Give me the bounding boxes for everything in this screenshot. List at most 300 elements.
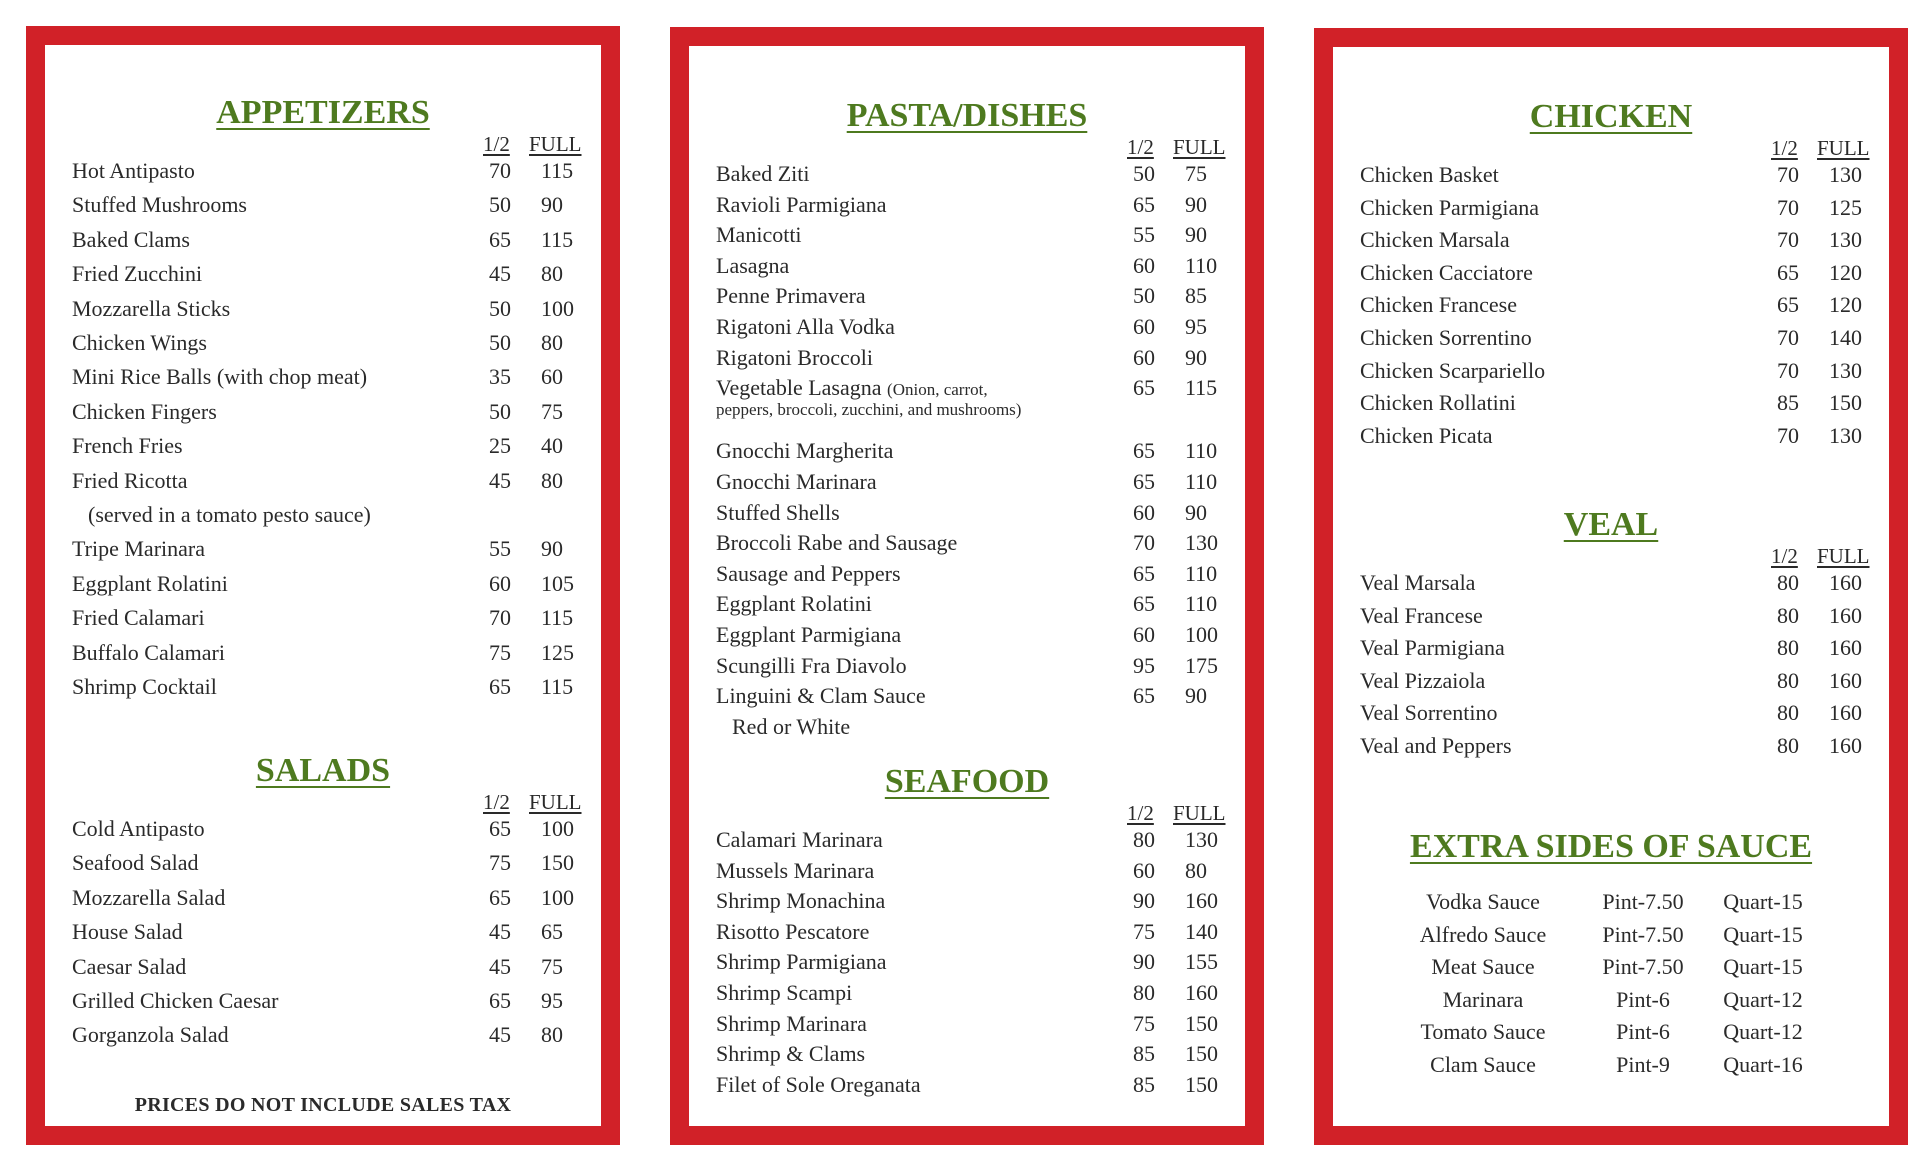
half-price: 65 xyxy=(1133,375,1155,401)
item-name xyxy=(1360,292,1517,318)
full-header: FULL xyxy=(1817,544,1870,568)
full-price: 65 xyxy=(541,919,563,945)
pint-price: Pint-6 xyxy=(1616,986,1670,1012)
menu-item-row xyxy=(689,222,1245,253)
full-price: 150 xyxy=(1185,1041,1218,1067)
menu-item-row xyxy=(689,1011,1245,1042)
item-name xyxy=(72,433,183,459)
veal-list xyxy=(1333,570,1889,766)
menu-item-row xyxy=(689,919,1245,950)
half-price: 65 xyxy=(1133,438,1155,464)
sauce-row xyxy=(1333,987,1889,1017)
sauce-row xyxy=(1333,1019,1889,1049)
menu-item-row xyxy=(689,561,1245,592)
half-price: 90 xyxy=(1133,888,1155,914)
item-name xyxy=(716,622,901,648)
half-price: 55 xyxy=(1133,222,1155,248)
quart-price: Quart-12 xyxy=(1723,986,1803,1012)
half-price: 70 xyxy=(1777,422,1799,448)
menu-item-row xyxy=(45,640,601,674)
menu-item-row xyxy=(1333,700,1889,733)
item-name-text: Veal Sorrentino xyxy=(1360,700,1498,726)
item-name xyxy=(716,591,872,617)
item-name xyxy=(72,850,198,876)
item-name xyxy=(716,283,866,309)
sauce-row xyxy=(1333,922,1889,952)
item-name xyxy=(1360,603,1483,629)
full-price: 160 xyxy=(1829,602,1862,628)
item-name-text: Calamari Marinara xyxy=(716,827,883,852)
full-price: 105 xyxy=(541,570,574,596)
column-headers xyxy=(1333,137,1889,159)
item-name-text: Cold Antipasto xyxy=(72,816,205,841)
menu-item-row xyxy=(45,433,601,467)
half-price: 25 xyxy=(489,433,511,459)
item-name xyxy=(716,858,874,884)
full-price: 100 xyxy=(541,884,574,910)
menu-item-row xyxy=(689,1072,1245,1103)
half-price: 65 xyxy=(489,674,511,699)
half-price: 75 xyxy=(489,850,511,876)
item-name-text: Tripe Marinara xyxy=(72,536,205,562)
menu-item-row xyxy=(689,980,1245,1011)
item-name xyxy=(72,261,202,287)
half-price: 70 xyxy=(1777,162,1799,187)
item-name-text: Mussels Marinara xyxy=(716,857,875,883)
full-price: 160 xyxy=(1829,570,1862,595)
full-price: 90 xyxy=(541,536,563,562)
section-title: VEAL xyxy=(1563,506,1659,543)
chicken-section xyxy=(1333,97,1889,455)
item-name-text: Gnocchi Margherita xyxy=(716,438,894,464)
full-price: 110 xyxy=(1185,252,1218,278)
full-price: 95 xyxy=(1185,314,1207,339)
quart-price: Quart-15 xyxy=(1723,921,1803,947)
half-price: 50 xyxy=(489,398,511,424)
full-price: 160 xyxy=(1829,667,1862,693)
full-price: 90 xyxy=(1185,683,1207,709)
item-name xyxy=(716,1011,867,1037)
half-price: 80 xyxy=(1777,635,1799,661)
item-name-text: Veal Marsala xyxy=(1360,570,1476,595)
item-name-text: Baked Ziti xyxy=(716,161,810,186)
item-name-text: Chicken Francese xyxy=(1360,292,1517,318)
item-name xyxy=(72,640,225,666)
item-name-text: Eggplant Rolatini xyxy=(72,570,228,596)
full-price: 115 xyxy=(541,605,574,631)
half-price: 45 xyxy=(489,1022,511,1048)
half-price: 80 xyxy=(1133,827,1155,852)
half-price: 65 xyxy=(1133,469,1155,494)
item-name-text: Buffalo Calamari xyxy=(72,639,225,665)
item-note-row xyxy=(45,502,601,536)
section-title: SEAFOOD xyxy=(884,763,1050,800)
menu-item-row xyxy=(45,571,601,605)
item-name xyxy=(1360,227,1510,253)
item-name-text: Sausage and Peppers xyxy=(716,560,901,586)
sauce-name: Tomato Sauce xyxy=(1420,1019,1546,1045)
item-name-text: Chicken Picata xyxy=(1360,422,1493,448)
menu-item-row xyxy=(689,949,1245,980)
full-price: 160 xyxy=(1185,888,1218,914)
section-title: APPETIZERS xyxy=(216,94,430,131)
full-price: 90 xyxy=(1185,344,1207,370)
quart-price: Quart-15 xyxy=(1723,889,1803,914)
menu-item-row xyxy=(1333,227,1889,260)
full-price: 80 xyxy=(541,1022,563,1048)
menu-item-row xyxy=(689,253,1245,284)
item-name xyxy=(1360,423,1493,449)
item-name xyxy=(1360,260,1533,286)
salads-list xyxy=(45,816,601,1057)
half-price: 45 xyxy=(489,953,511,979)
salads-section xyxy=(45,751,601,1057)
menu-item-row xyxy=(1333,358,1889,391)
item-name-text: Scungilli Fra Diavolo xyxy=(716,652,907,678)
full-price: 175 xyxy=(1185,652,1218,678)
full-price: 150 xyxy=(541,850,574,876)
item-name-text: Mozzarella Sticks xyxy=(72,295,231,321)
item-name-text: Rigatoni Broccoli xyxy=(716,344,874,370)
sauce-row xyxy=(1333,954,1889,984)
menu-item-row xyxy=(689,530,1245,561)
full-price: 110 xyxy=(1185,591,1218,617)
full-price: 75 xyxy=(541,398,563,424)
half-price: 60 xyxy=(1133,344,1155,370)
full-price: 80 xyxy=(541,467,563,493)
item-name xyxy=(716,949,886,975)
item-description-row xyxy=(689,400,1245,431)
full-price: 130 xyxy=(1185,530,1218,556)
full-price: 110 xyxy=(1185,469,1218,494)
item-name xyxy=(72,885,225,911)
menu-item-row xyxy=(689,653,1245,684)
column-headers xyxy=(45,791,601,813)
item-name-text: Filet of Sole Oreganata xyxy=(716,1071,921,1097)
menu-item-row xyxy=(45,158,601,192)
item-name xyxy=(716,192,886,218)
half-price: 70 xyxy=(1777,357,1799,383)
half-header: 1/2 xyxy=(1127,135,1154,159)
menu-item-row xyxy=(689,283,1245,314)
item-name xyxy=(1360,635,1505,661)
item-name-text: Gorganzola Salad xyxy=(72,1022,229,1048)
item-name xyxy=(716,1041,865,1067)
item-name xyxy=(716,530,957,556)
half-price: 65 xyxy=(489,816,511,841)
section-title: CHICKEN xyxy=(1529,98,1693,135)
menu-item-row xyxy=(45,261,601,295)
menu-item-row xyxy=(689,622,1245,653)
item-name-text: Shrimp Monachina xyxy=(716,888,886,914)
item-name-text: Linguini & Clam Sauce xyxy=(716,683,926,709)
item-name xyxy=(72,605,205,631)
half-price: 45 xyxy=(489,919,511,945)
appetizers-section xyxy=(45,93,601,708)
full-price: 130 xyxy=(1829,357,1862,383)
item-name xyxy=(72,227,190,253)
half-price: 80 xyxy=(1133,980,1155,1005)
item-name xyxy=(716,438,893,464)
item-name xyxy=(716,375,988,401)
menu-item-row xyxy=(45,330,601,364)
item-name xyxy=(1360,358,1545,384)
quart-price: Quart-16 xyxy=(1723,1052,1803,1077)
half-price: 50 xyxy=(1133,283,1155,309)
item-name xyxy=(1360,570,1475,596)
item-name-text: Seafood Salad xyxy=(72,850,199,876)
full-price: 150 xyxy=(1829,390,1862,416)
sauces-list xyxy=(1333,889,1889,1085)
full-price: 140 xyxy=(1185,918,1218,944)
item-note: (served in a tomato pesto sauce) xyxy=(88,502,371,527)
half-price: 75 xyxy=(489,639,511,665)
pint-price: Pint-9 xyxy=(1616,1052,1670,1077)
menu-item-row xyxy=(45,919,601,953)
item-name-text: Fried Calamari xyxy=(72,605,205,631)
item-name xyxy=(72,988,279,1014)
item-name-text: Mozzarella Salad xyxy=(72,884,226,910)
item-name-text: Stuffed Shells xyxy=(716,499,840,525)
full-price: 85 xyxy=(1185,283,1207,309)
quart-price: Quart-15 xyxy=(1723,954,1803,980)
menu-panel-right xyxy=(1314,28,1908,1145)
full-price: 80 xyxy=(1185,857,1207,883)
item-name-text: Chicken Rollatini xyxy=(1360,390,1516,416)
menu-item-row xyxy=(45,850,601,884)
half-price: 70 xyxy=(1777,325,1799,350)
menu-item-row xyxy=(689,438,1245,469)
menu-item-row xyxy=(1333,668,1889,701)
half-price: 65 xyxy=(1777,292,1799,318)
menu-item-row xyxy=(689,858,1245,889)
full-price: 130 xyxy=(1829,227,1862,253)
menu-item-row xyxy=(689,591,1245,622)
menu-item-row xyxy=(1333,325,1889,358)
item-name xyxy=(72,919,183,945)
half-price: 75 xyxy=(1133,918,1155,944)
section-title: SALADS xyxy=(255,752,391,789)
seafood-list xyxy=(689,827,1245,1102)
item-name xyxy=(716,314,895,340)
item-name xyxy=(1360,325,1532,351)
half-price: 70 xyxy=(489,605,511,631)
item-name xyxy=(716,469,877,495)
half-price: 45 xyxy=(489,467,511,493)
item-name-text: House Salad xyxy=(72,919,183,945)
full-price: 160 xyxy=(1829,635,1862,661)
item-name xyxy=(716,980,852,1006)
item-name xyxy=(716,222,802,248)
full-price: 130 xyxy=(1829,422,1862,448)
full-price: 100 xyxy=(1185,622,1218,647)
half-price: 70 xyxy=(489,158,511,183)
full-price: 100 xyxy=(541,816,574,841)
item-name xyxy=(72,399,217,425)
item-name-text: Shrimp Parmigiana xyxy=(716,949,887,975)
half-price: 50 xyxy=(1133,161,1155,186)
full-price: 95 xyxy=(541,988,563,1013)
item-name-text: Fried Ricotta xyxy=(72,467,188,493)
tax-note: PRICES DO NOT INCLUDE SALES TAX xyxy=(134,1094,512,1116)
menu-item-row xyxy=(45,364,601,398)
menu-item-row xyxy=(45,468,601,502)
menu-item-row xyxy=(689,888,1245,919)
item-name xyxy=(716,345,873,371)
item-name-text: Manicotti xyxy=(716,222,802,248)
item-name-text: Shrimp Scampi xyxy=(716,980,853,1005)
pasta-list xyxy=(689,161,1245,744)
item-name-text: Stuffed Mushrooms xyxy=(72,192,247,218)
half-price: 85 xyxy=(1133,1041,1155,1067)
half-price: 65 xyxy=(489,988,511,1013)
pint-price: Pint-7.50 xyxy=(1602,954,1684,980)
item-name-text: Chicken Basket xyxy=(1360,162,1499,187)
full-price: 150 xyxy=(1185,1010,1218,1036)
section-title: EXTRA SIDES OF SAUCE xyxy=(1409,828,1813,865)
full-price: 120 xyxy=(1829,292,1862,318)
pasta-section xyxy=(689,96,1245,744)
item-name-text: Veal and Peppers xyxy=(1360,733,1512,758)
item-name xyxy=(72,954,186,980)
full-price: 115 xyxy=(541,674,574,699)
menu-item-row xyxy=(689,500,1245,531)
half-price: 50 xyxy=(489,192,511,218)
full-price: 160 xyxy=(1185,980,1218,1005)
full-header: FULL xyxy=(529,790,582,814)
full-header: FULL xyxy=(1817,136,1870,160)
menu-item-row xyxy=(45,674,601,708)
item-name-text: Chicken Sorrentino xyxy=(1360,325,1532,350)
item-name xyxy=(1360,195,1539,221)
item-name-text: Eggplant Rolatini xyxy=(716,591,872,617)
half-price: 60 xyxy=(489,570,511,596)
sauce-name: Vodka Sauce xyxy=(1426,889,1540,914)
full-price: 60 xyxy=(541,364,563,390)
full-price: 160 xyxy=(1829,733,1862,758)
item-name xyxy=(716,683,926,709)
full-price: 80 xyxy=(541,261,563,287)
item-name-text: Chicken Fingers xyxy=(72,398,217,424)
item-name xyxy=(1360,700,1497,726)
menu-item-row xyxy=(689,1041,1245,1072)
full-price: 115 xyxy=(1185,375,1218,401)
half-price: 50 xyxy=(489,330,511,355)
item-name-text: Gnocchi Marinara xyxy=(716,469,877,494)
menu-item-row xyxy=(689,314,1245,345)
menu-item-row xyxy=(45,536,601,570)
item-note: Red or White xyxy=(732,713,851,739)
menu-item-row xyxy=(45,1022,601,1056)
item-name-text: Baked Clams xyxy=(72,226,190,252)
item-name xyxy=(72,296,230,322)
item-name xyxy=(716,888,885,914)
half-price: 80 xyxy=(1777,700,1799,726)
half-price: 85 xyxy=(1777,390,1799,416)
item-name xyxy=(716,1072,921,1098)
item-name-text: Ravioli Parmigiana xyxy=(716,191,887,217)
item-name-text: Grilled Chicken Caesar xyxy=(72,988,279,1013)
half-price: 60 xyxy=(1133,314,1155,339)
item-description: (Onion, carrot, xyxy=(887,380,988,400)
full-price: 110 xyxy=(1185,560,1218,586)
column-headers xyxy=(1333,545,1889,567)
column-headers xyxy=(689,136,1245,158)
item-name xyxy=(72,364,367,390)
full-price: 140 xyxy=(1829,325,1862,350)
item-name xyxy=(1360,733,1512,759)
sauce-row xyxy=(1333,1052,1889,1082)
full-price: 120 xyxy=(1829,259,1862,285)
item-name-text: Penne Primavera xyxy=(716,283,866,309)
item-name-text: Shrimp & Clams xyxy=(716,1041,866,1067)
item-name xyxy=(72,468,187,494)
half-price: 60 xyxy=(1133,252,1155,278)
sauce-name: Alfredo Sauce xyxy=(1419,921,1547,947)
item-name-text: Chicken Scarpariello xyxy=(1360,357,1546,383)
half-price: 60 xyxy=(1133,499,1155,525)
item-name xyxy=(72,571,228,597)
menu-item-row xyxy=(689,161,1245,192)
half-price: 65 xyxy=(1133,560,1155,586)
sauce-name: Clam Sauce xyxy=(1430,1052,1536,1077)
column-headers xyxy=(689,802,1245,824)
menu-item-row xyxy=(1333,390,1889,423)
sauces-section xyxy=(1333,827,1889,1085)
item-name-text: Mini Rice Balls (with chop meat) xyxy=(72,364,368,390)
sauce-row xyxy=(1333,889,1889,919)
menu-item-row xyxy=(1333,195,1889,228)
half-price: 85 xyxy=(1133,1071,1155,1097)
menu-item-row xyxy=(45,954,601,988)
half-header: 1/2 xyxy=(483,790,510,814)
half-price: 75 xyxy=(1133,1010,1155,1036)
item-name xyxy=(72,816,205,842)
menu-panel-left xyxy=(26,26,620,1145)
menu-item-row xyxy=(689,469,1245,500)
menu-item-row xyxy=(1333,603,1889,636)
half-price: 70 xyxy=(1777,194,1799,220)
full-price: 130 xyxy=(1185,827,1218,852)
item-name-text: Risotto Pescatore xyxy=(716,918,870,944)
full-price: 110 xyxy=(1185,438,1218,464)
appetizers-list xyxy=(45,158,601,708)
item-note-row xyxy=(689,714,1245,745)
half-price: 65 xyxy=(1133,191,1155,217)
menu-item-row xyxy=(1333,570,1889,603)
full-price: 90 xyxy=(1185,222,1207,248)
full-price: 40 xyxy=(541,433,563,459)
item-description: peppers, broccoli, zucchini, and mushrooms) xyxy=(716,399,1022,419)
menu-item-row xyxy=(45,988,601,1022)
half-price: 65 xyxy=(1133,683,1155,709)
item-name-text: French Fries xyxy=(72,433,183,459)
item-name-text: Vegetable Lasagna xyxy=(716,375,882,401)
menu-item-row xyxy=(689,345,1245,376)
item-name xyxy=(1360,668,1485,694)
item-name xyxy=(716,653,907,679)
half-price: 80 xyxy=(1777,667,1799,693)
item-name-text: Rigatoni Alla Vodka xyxy=(716,314,895,339)
half-price: 65 xyxy=(489,226,511,252)
half-price: 35 xyxy=(489,364,511,390)
menu-item-row xyxy=(1333,423,1889,456)
item-name-text: Shrimp Cocktail xyxy=(72,674,217,699)
item-name-text: Lasagna xyxy=(716,252,790,278)
full-header: FULL xyxy=(1173,135,1226,159)
item-name-text: Chicken Cacciatore xyxy=(1360,259,1533,285)
item-name-text: Chicken Parmigiana xyxy=(1360,194,1540,220)
